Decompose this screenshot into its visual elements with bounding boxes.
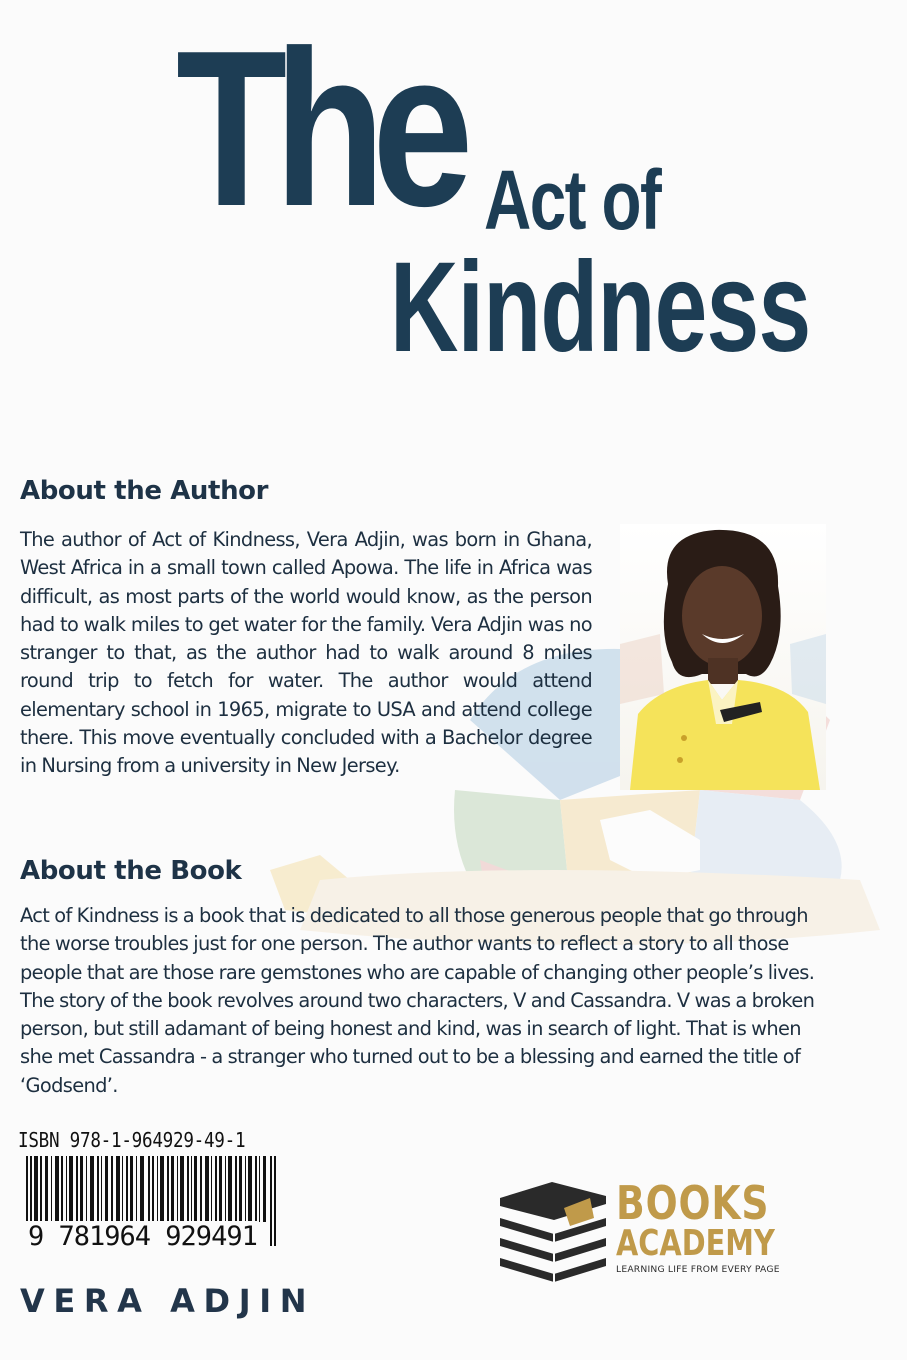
about-book-text: Act of Kindness is a book that is dedicated to all those generous people that go through the worse troubles just for one person. The author wants to reflect a story to all those people that are those rare gemstones who are capable of changing other people’s lives. The story of the book revolves around two characters, V and Cassandra. V was a broken person, but still adamant of being honest and kind, was in search of light. That is when she met Cassandra - a stranger who turned out to be a blessing and earned the title of ‘Godsend’.	[20, 904, 815, 1097]
title-kindness: Kindness	[390, 236, 811, 379]
title-act-of: Act of	[484, 153, 661, 247]
isbn-label: ISBN 978-1-964929-49-1	[18, 1128, 246, 1152]
author-name: VERA ADJIN	[20, 1282, 316, 1320]
title-the: The	[176, 5, 461, 253]
publisher-tagline: LEARNING LIFE FROM EVERY PAGE	[616, 1264, 780, 1275]
stacked-books-icon	[494, 1178, 614, 1284]
about-author-heading: About the Author	[20, 476, 269, 506]
publisher-name-books: BOOKS	[616, 1176, 770, 1230]
author-photo	[620, 524, 826, 790]
publisher-name-academy: ACADEMY	[616, 1223, 775, 1264]
about-author-text: The author of Act of Kindness, Vera Adjin, was born in Ghana, West Africa in a small town called Apowa. The life in Africa was difficult, as most parts of the world would know, as the person had to walk miles to get water for the family. Vera Adjin was no stranger to that, as the author had to walk around 8 miles round trip to fetch for water. The author would attend elementary school in 1965, migrate to USA and attend college there. This move eventually concluded with a Bachelor degree in Nursing from a university in New Jersey.	[20, 528, 592, 778]
about-book-heading: About the Book	[20, 856, 242, 886]
barcode-number: 9 781964 929491	[28, 1221, 257, 1252]
